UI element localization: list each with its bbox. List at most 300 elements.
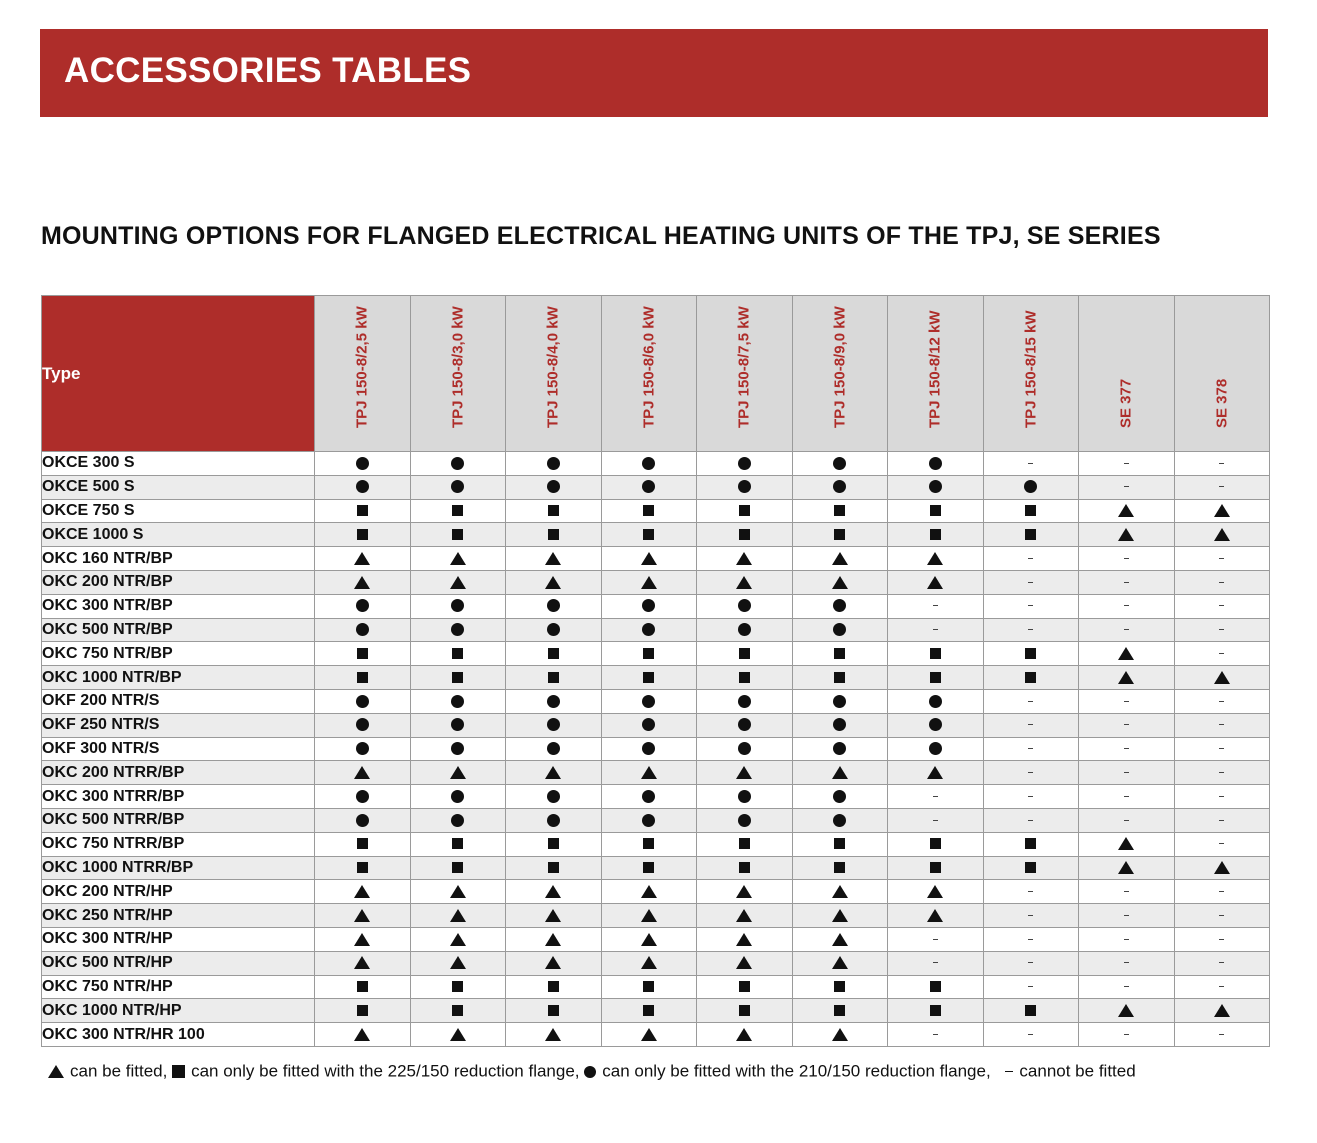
column-header	[1174, 296, 1270, 452]
value-cell	[1174, 499, 1270, 523]
circle-symbol	[738, 457, 751, 470]
dash-symbol	[1124, 962, 1129, 963]
type-cell: OKF 200 NTR/S	[42, 689, 315, 713]
square-symbol	[357, 672, 368, 683]
value-cell	[410, 975, 506, 999]
square-symbol	[930, 672, 941, 683]
circle-symbol	[356, 814, 369, 827]
triangle-symbol	[545, 1028, 561, 1041]
circle-symbol	[1024, 480, 1037, 493]
column-header-label: SE 377	[1117, 378, 1135, 428]
type-cell: OKC 200 NTRR/BP	[42, 761, 315, 785]
value-cell	[601, 475, 697, 499]
triangle-symbol	[545, 576, 561, 589]
triangle-symbol	[641, 576, 657, 589]
value-cell	[888, 737, 984, 761]
type-column-header: Type	[42, 296, 315, 452]
circle-symbol	[451, 480, 464, 493]
dash-symbol	[1028, 1034, 1033, 1035]
square-symbol	[548, 648, 559, 659]
value-cell	[983, 785, 1079, 809]
value-cell	[506, 642, 602, 666]
square-symbol	[930, 648, 941, 659]
value-cell	[1079, 808, 1175, 832]
triangle-symbol	[450, 552, 466, 565]
column-header-label: TPJ 150-8/9,0 kW	[831, 306, 849, 428]
value-cell	[888, 642, 984, 666]
dash-symbol	[1219, 653, 1224, 654]
circle-symbol	[738, 623, 751, 636]
circle-symbol	[642, 718, 655, 731]
square-symbol	[643, 505, 654, 516]
type-cell: OKC 1000 NTRR/BP	[42, 856, 315, 880]
value-cell	[697, 761, 793, 785]
value-cell	[888, 832, 984, 856]
type-cell: OKC 200 NTR/HP	[42, 880, 315, 904]
triangle-symbol	[354, 909, 370, 922]
circle-symbol	[642, 480, 655, 493]
value-cell	[983, 452, 1079, 476]
triangle-symbol	[1214, 861, 1230, 874]
value-cell	[888, 666, 984, 690]
triangle-symbol	[450, 956, 466, 969]
dash-symbol	[1219, 558, 1224, 559]
value-cell	[1079, 856, 1175, 880]
type-cell: OKCE 300 S	[42, 452, 315, 476]
square-symbol	[739, 505, 750, 516]
triangle-symbol	[354, 1028, 370, 1041]
value-cell	[1174, 452, 1270, 476]
value-cell	[888, 475, 984, 499]
dash-symbol	[1219, 915, 1224, 916]
square-symbol	[357, 529, 368, 540]
square-symbol	[357, 981, 368, 992]
dash-symbol	[933, 629, 938, 630]
value-cell	[697, 951, 793, 975]
square-symbol	[643, 672, 654, 683]
value-cell	[697, 547, 793, 571]
value-cell	[506, 832, 602, 856]
value-cell	[1174, 547, 1270, 571]
square-symbol	[452, 672, 463, 683]
dash-symbol	[1124, 724, 1129, 725]
circle-symbol	[451, 790, 464, 803]
triangle-symbol	[1214, 504, 1230, 517]
value-cell	[315, 618, 411, 642]
value-cell	[1079, 618, 1175, 642]
value-cell	[697, 666, 793, 690]
value-cell	[888, 880, 984, 904]
triangle-symbol	[832, 909, 848, 922]
type-cell: OKC 500 NTR/HP	[42, 951, 315, 975]
value-cell	[1174, 975, 1270, 999]
value-cell	[315, 547, 411, 571]
square-symbol	[548, 529, 559, 540]
value-cell	[1174, 856, 1270, 880]
value-cell	[315, 523, 411, 547]
square-symbol	[452, 862, 463, 873]
table-row	[42, 975, 1270, 999]
circle-symbol	[929, 695, 942, 708]
value-cell	[506, 808, 602, 832]
table-row	[42, 523, 1270, 547]
circle-symbol	[929, 718, 942, 731]
circle-symbol	[833, 623, 846, 636]
value-cell	[315, 832, 411, 856]
value-cell	[410, 570, 506, 594]
circle-symbol	[833, 599, 846, 612]
triangle-symbol	[927, 766, 943, 779]
circle-symbol	[929, 457, 942, 470]
table-row	[42, 499, 1270, 523]
value-cell	[1174, 737, 1270, 761]
dash-symbol	[1124, 629, 1129, 630]
value-cell	[697, 713, 793, 737]
circle-symbol	[833, 457, 846, 470]
dash-symbol	[1219, 796, 1224, 797]
square-symbol	[643, 529, 654, 540]
circle-symbol	[547, 599, 560, 612]
column-header	[697, 296, 793, 452]
value-cell	[983, 927, 1079, 951]
triangle-symbol	[450, 885, 466, 898]
dash-symbol	[1124, 891, 1129, 892]
value-cell	[697, 927, 793, 951]
value-cell	[601, 523, 697, 547]
circle-symbol	[642, 790, 655, 803]
dash-symbol	[1028, 820, 1033, 821]
triangle-symbol	[545, 885, 561, 898]
circle-symbol	[547, 457, 560, 470]
column-header-label: SE 378	[1213, 378, 1231, 428]
dash-symbol	[1028, 558, 1033, 559]
value-cell	[601, 975, 697, 999]
circle-symbol	[642, 457, 655, 470]
value-cell	[506, 856, 602, 880]
dash-symbol	[1124, 605, 1129, 606]
value-cell	[1174, 642, 1270, 666]
value-cell	[888, 452, 984, 476]
dash-symbol	[1219, 582, 1224, 583]
value-cell	[983, 856, 1079, 880]
value-cell	[410, 499, 506, 523]
value-cell	[506, 547, 602, 571]
value-cell	[888, 689, 984, 713]
dash-symbol	[1219, 843, 1224, 844]
value-cell	[792, 570, 888, 594]
square-symbol	[357, 1005, 368, 1016]
table-row	[42, 666, 1270, 690]
column-header-label: TPJ 150-8/7,5 kW	[735, 306, 753, 428]
dash-symbol	[1028, 748, 1033, 749]
value-cell	[315, 475, 411, 499]
value-cell	[792, 547, 888, 571]
value-cell	[1079, 737, 1175, 761]
triangle-symbol	[1118, 861, 1134, 874]
type-cell: OKC 1000 NTR/BP	[42, 666, 315, 690]
value-cell	[506, 570, 602, 594]
dash-symbol	[1028, 629, 1033, 630]
dash-symbol	[1028, 724, 1033, 725]
value-cell	[315, 785, 411, 809]
value-cell	[601, 737, 697, 761]
dash-symbol	[1219, 820, 1224, 821]
value-cell	[315, 808, 411, 832]
table-row	[42, 761, 1270, 785]
triangle-symbol	[641, 552, 657, 565]
triangle-symbol	[736, 552, 752, 565]
circle-symbol	[547, 623, 560, 636]
value-cell	[697, 570, 793, 594]
circle-symbol	[833, 790, 846, 803]
dash-symbol	[1124, 558, 1129, 559]
circle-symbol	[451, 695, 464, 708]
circle-symbol	[738, 599, 751, 612]
type-cell: OKC 160 NTR/BP	[42, 547, 315, 571]
value-cell	[506, 951, 602, 975]
value-cell	[506, 594, 602, 618]
square-symbol	[739, 648, 750, 659]
table-row	[42, 951, 1270, 975]
circle-symbol	[547, 695, 560, 708]
value-cell	[601, 452, 697, 476]
table-row	[42, 713, 1270, 737]
dash-symbol	[1124, 772, 1129, 773]
value-cell	[601, 594, 697, 618]
value-cell	[410, 642, 506, 666]
dash-symbol	[1028, 772, 1033, 773]
value-cell	[983, 642, 1079, 666]
dash-symbol	[1219, 1034, 1224, 1035]
value-cell	[601, 951, 697, 975]
table-row	[42, 927, 1270, 951]
type-cell: OKC 500 NTR/BP	[42, 618, 315, 642]
type-cell: OKC 300 NTR/HR 100	[42, 1023, 315, 1047]
value-cell	[697, 999, 793, 1023]
table-row	[42, 547, 1270, 571]
value-cell	[506, 785, 602, 809]
value-cell	[888, 1023, 984, 1047]
circle-symbol	[642, 623, 655, 636]
value-cell	[1174, 618, 1270, 642]
legend-square-icon	[172, 1065, 185, 1078]
dash-symbol	[1028, 891, 1033, 892]
value-cell	[506, 999, 602, 1023]
square-symbol	[1025, 838, 1036, 849]
value-cell	[410, 594, 506, 618]
square-symbol	[930, 529, 941, 540]
value-cell	[410, 713, 506, 737]
triangle-symbol	[450, 909, 466, 922]
square-symbol	[834, 838, 845, 849]
value-cell	[1174, 951, 1270, 975]
value-cell	[983, 951, 1079, 975]
value-cell	[1174, 761, 1270, 785]
value-cell	[601, 761, 697, 785]
square-symbol	[452, 505, 463, 516]
value-cell	[697, 1023, 793, 1047]
triangle-symbol	[450, 933, 466, 946]
value-cell	[1174, 713, 1270, 737]
column-header-label: TPJ 150-8/15 kW	[1022, 310, 1040, 428]
circle-symbol	[356, 742, 369, 755]
value-cell	[506, 761, 602, 785]
value-cell	[601, 1023, 697, 1047]
triangle-symbol	[354, 576, 370, 589]
dash-symbol	[1219, 605, 1224, 606]
value-cell	[1079, 570, 1175, 594]
value-cell	[1174, 904, 1270, 928]
triangle-symbol	[1118, 1004, 1134, 1017]
legend-dash-icon	[1005, 1071, 1013, 1072]
value-cell	[506, 618, 602, 642]
table-row	[42, 856, 1270, 880]
value-cell	[601, 904, 697, 928]
value-cell	[792, 475, 888, 499]
column-header	[888, 296, 984, 452]
value-cell	[506, 904, 602, 928]
value-cell	[792, 999, 888, 1023]
table-row	[42, 880, 1270, 904]
value-cell	[888, 618, 984, 642]
value-cell	[792, 452, 888, 476]
value-cell	[983, 975, 1079, 999]
value-cell	[1079, 452, 1175, 476]
square-symbol	[930, 981, 941, 992]
value-cell	[1174, 880, 1270, 904]
value-cell	[983, 737, 1079, 761]
circle-symbol	[451, 718, 464, 731]
value-cell	[506, 499, 602, 523]
value-cell	[888, 523, 984, 547]
value-cell	[1174, 689, 1270, 713]
triangle-symbol	[641, 885, 657, 898]
square-symbol	[357, 838, 368, 849]
triangle-symbol	[545, 766, 561, 779]
value-cell	[315, 642, 411, 666]
value-cell	[888, 856, 984, 880]
value-cell	[601, 666, 697, 690]
value-cell	[1174, 570, 1270, 594]
dash-symbol	[1124, 463, 1129, 464]
square-symbol	[1025, 1005, 1036, 1016]
triangle-symbol	[832, 766, 848, 779]
square-symbol	[452, 981, 463, 992]
value-cell	[410, 856, 506, 880]
value-cell	[792, 666, 888, 690]
value-cell	[983, 1023, 1079, 1047]
value-cell	[792, 927, 888, 951]
value-cell	[315, 951, 411, 975]
circle-symbol	[356, 695, 369, 708]
triangle-symbol	[736, 933, 752, 946]
circle-symbol	[738, 814, 751, 827]
value-cell	[1174, 808, 1270, 832]
square-symbol	[1025, 672, 1036, 683]
value-cell	[697, 594, 793, 618]
value-cell	[888, 547, 984, 571]
value-cell	[888, 808, 984, 832]
square-symbol	[739, 1005, 750, 1016]
dash-symbol	[1028, 986, 1033, 987]
value-cell	[601, 880, 697, 904]
square-symbol	[548, 505, 559, 516]
dash-symbol	[1028, 915, 1033, 916]
column-header	[1079, 296, 1175, 452]
value-cell	[1174, 999, 1270, 1023]
value-cell	[983, 808, 1079, 832]
value-cell	[601, 927, 697, 951]
table-row	[42, 904, 1270, 928]
square-symbol	[834, 981, 845, 992]
value-cell	[1174, 927, 1270, 951]
dash-symbol	[1124, 582, 1129, 583]
square-symbol	[834, 672, 845, 683]
square-symbol	[834, 862, 845, 873]
value-cell	[888, 761, 984, 785]
square-symbol	[739, 981, 750, 992]
circle-symbol	[356, 480, 369, 493]
value-cell	[792, 761, 888, 785]
value-cell	[983, 880, 1079, 904]
value-cell	[792, 1023, 888, 1047]
triangle-symbol	[450, 766, 466, 779]
value-cell	[315, 499, 411, 523]
dash-symbol	[1124, 486, 1129, 487]
value-cell	[792, 856, 888, 880]
value-cell	[697, 904, 793, 928]
type-cell: OKC 750 NTR/HP	[42, 975, 315, 999]
legend-text: can be fitted,	[70, 1061, 168, 1081]
triangle-symbol	[641, 1028, 657, 1041]
triangle-symbol	[832, 552, 848, 565]
value-cell	[1079, 689, 1175, 713]
value-cell	[410, 1023, 506, 1047]
value-cell	[888, 904, 984, 928]
value-cell	[792, 594, 888, 618]
circle-symbol	[929, 480, 942, 493]
type-cell: OKC 500 NTRR/BP	[42, 808, 315, 832]
value-cell	[601, 999, 697, 1023]
value-cell	[506, 666, 602, 690]
dash-symbol	[933, 962, 938, 963]
circle-symbol	[356, 457, 369, 470]
value-cell	[697, 452, 793, 476]
value-cell	[697, 523, 793, 547]
column-header-label: TPJ 150-8/4,0 kW	[544, 306, 562, 428]
value-cell	[506, 523, 602, 547]
square-symbol	[1025, 529, 1036, 540]
value-cell	[1079, 927, 1175, 951]
circle-symbol	[547, 718, 560, 731]
square-symbol	[357, 648, 368, 659]
dash-symbol	[933, 820, 938, 821]
value-cell	[1079, 761, 1175, 785]
column-header-label: TPJ 150-8/6,0 kW	[640, 306, 658, 428]
value-cell	[315, 1023, 411, 1047]
triangle-symbol	[354, 766, 370, 779]
value-cell	[506, 475, 602, 499]
dash-symbol	[1028, 463, 1033, 464]
table-row	[42, 594, 1270, 618]
type-cell: OKF 300 NTR/S	[42, 737, 315, 761]
triangle-symbol	[545, 956, 561, 969]
value-cell	[983, 904, 1079, 928]
value-cell	[1079, 785, 1175, 809]
circle-symbol	[642, 742, 655, 755]
value-cell	[888, 499, 984, 523]
square-symbol	[834, 648, 845, 659]
